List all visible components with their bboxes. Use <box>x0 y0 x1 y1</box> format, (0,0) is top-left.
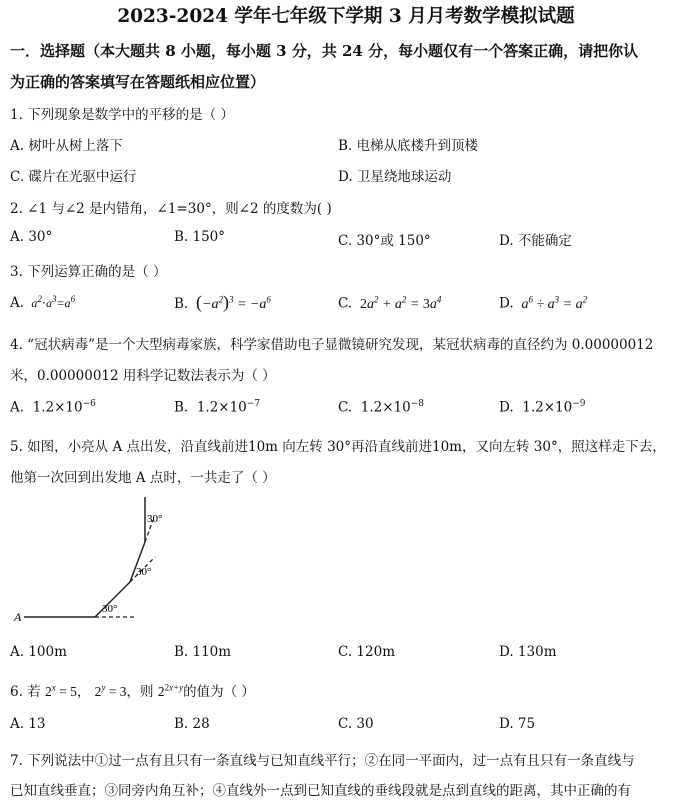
q4-option-b: B. $1.2\times 10^{-7}$ <box>174 399 261 416</box>
q4-option-a-value: 1.2×10 <box>32 399 83 416</box>
q4-option-c-value: 1.2×10 <box>360 399 411 416</box>
q6-option-a: A. 13 <box>10 716 46 732</box>
q6-expression-1: $2^x = 5$ <box>44 682 77 699</box>
q6-expression-3: $2^{2x+y}$ <box>157 682 184 699</box>
q4-stem-line2: 米，0.00000012 用科学记数法表示为（ ） <box>10 368 276 384</box>
q2-option-a: A. 30° <box>10 229 53 245</box>
page-title: 2023-2024 学年七年级下学期 3 月月考数学模拟试题 <box>117 6 575 27</box>
section-heading-line1: 一．选择题（本大题共 8 小题，每小题 3 分，共 24 分，每小题仅有一个答案正确，请把你认 <box>10 42 639 60</box>
q5-option-b: B. 110m <box>174 644 232 660</box>
q5-stem-line1: 5. 如图，小亮从 A 点出发，沿直线前进10m 向左转 30°再沿直线前进10m，又向左转 30°，照这样走下去， <box>10 439 666 455</box>
q3-option-b-formula: $(-a^2)^3 = -a^6$ <box>196 292 271 312</box>
q6-stem: 6. 若 $2^x = 5$， $2^y = 3$，则 $2^{2x+y}$的值为（ ） <box>10 682 255 700</box>
q6-option-c: C. 30 <box>338 716 374 732</box>
q3-option-d-formula: $a^6 \div a^3 = a^2$ <box>517 294 588 312</box>
q3-stem: 3. 下列运算正确的是（ ） <box>10 264 167 280</box>
q4-stem-line1: 4. “冠状病毒”是一个大型病毒家族，科学家借助电子显微镜研究发现，某冠状病毒的直径约为 0.00000012 <box>10 337 654 353</box>
q7-stem-line2: 已知直线垂直；③同旁内角互补；④直线外一点到已知直线的垂线段就是点到直线的距离，其中正确的有 <box>10 783 631 799</box>
q5-stem-line2: 他第一次回到出发地 A 点时，一共走了（ ） <box>10 470 276 486</box>
q6-expression-2: $2^y = 3$ <box>94 682 127 699</box>
q3-option-d <box>499 294 587 313</box>
q3-option-b <box>174 292 271 313</box>
q1-option-c: C. 碟片在光驱中运行 <box>10 169 137 185</box>
q3-option-a <box>10 294 75 311</box>
q3-option-c-formula: $2a^2 + a^2 = 3a^4$ <box>359 294 442 312</box>
q3-option-d-label: D. <box>499 295 514 312</box>
q7-stem-line1: 7. 下列说法中①过一点有且只有一条直线与已知直线平行；②在同一平面内，过一点有且只有一条直线与 <box>10 753 635 769</box>
q3-option-a-formula: $a^2\cdot a^3=a^6$ <box>28 294 76 310</box>
q3-option-c <box>338 294 441 313</box>
point-a-label: A <box>14 610 22 624</box>
q5-option-a: A. 100m <box>10 644 67 660</box>
q5-option-d: D. 130m <box>499 644 557 660</box>
q3-option-b-label: B. <box>174 296 189 312</box>
angle-label-2: 30° <box>136 566 152 578</box>
q6-option-b: B. 28 <box>174 716 210 732</box>
q1-option-a: A. 树叶从树上落下 <box>10 138 123 154</box>
q2-option-d: D. 不能确定 <box>499 233 572 249</box>
q4-option-a: A. $1.2\times 10^{-6}$ <box>10 399 96 416</box>
q4-option-d: D. $1.2\times 10^{-9}$ <box>499 399 586 416</box>
q6-option-d: D. 75 <box>499 716 536 732</box>
q1-option-b: B. 电梯从底楼升到顶楼 <box>338 138 479 154</box>
angle-label-1: 30° <box>102 603 118 615</box>
q3-option-c-label: C. <box>338 295 353 312</box>
angle-label-3: 30° <box>147 513 163 525</box>
q5-option-c: C. 120m <box>338 644 395 660</box>
q2-option-c: C. 30°或 150° <box>338 233 431 249</box>
q4-option-d-value: 1.2×10 <box>522 399 573 416</box>
q4-option-b-value: 1.2×10 <box>196 399 247 416</box>
q1-option-d: D. 卫星绕地球运动 <box>338 169 452 185</box>
q1-stem: 1. 下列现象是数学中的平移的是（ ） <box>10 107 234 123</box>
section-heading-line2: 为正确的答案填写在答题纸相应位置） <box>10 73 266 91</box>
q3-option-a-label: A. <box>10 295 25 311</box>
q2-option-b: B. 150° <box>174 229 226 245</box>
q4-option-c: C. $1.2\times 10^{-8}$ <box>338 399 424 416</box>
q2-stem: 2. ∠1 与∠2 是内错角，∠1=30°，则∠2 的度数为( ) <box>10 201 332 217</box>
q5-walking-path-figure <box>10 492 180 627</box>
